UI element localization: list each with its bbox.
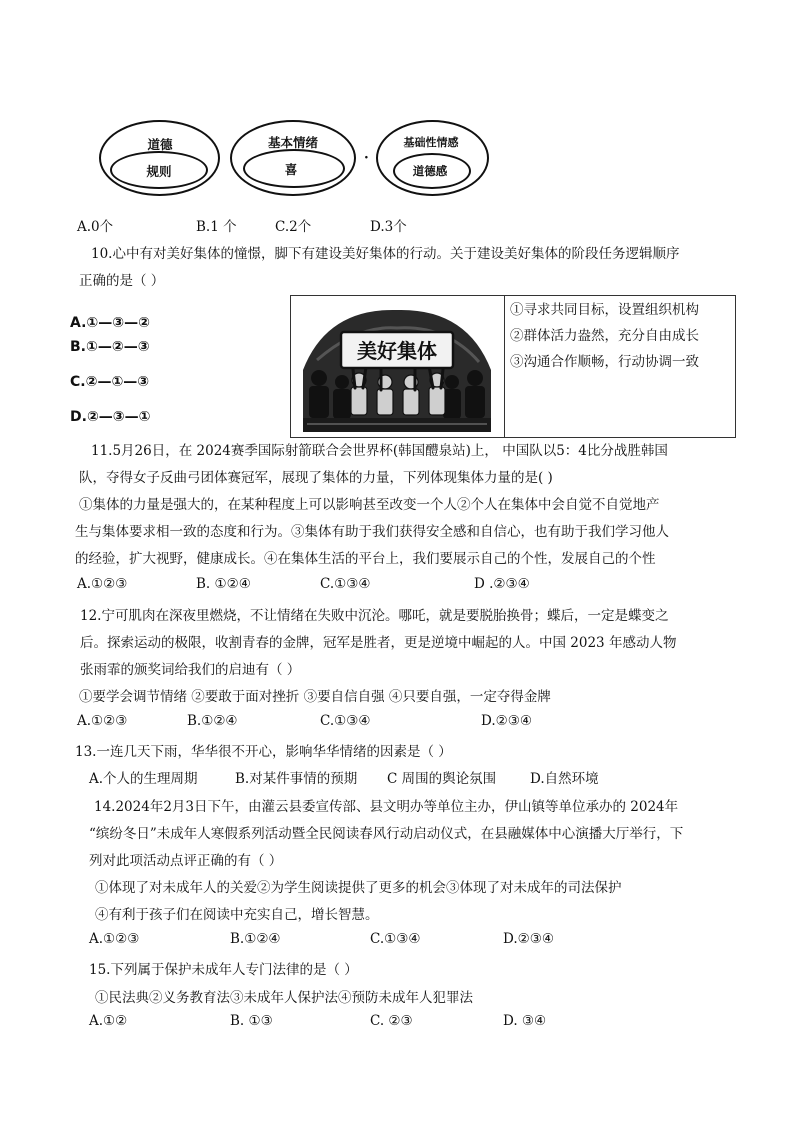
sign-text: 美好集体 — [357, 339, 437, 363]
q15-option-d: D. ③④ — [503, 1013, 547, 1029]
q9-option-d: D.3个 — [370, 219, 407, 235]
q9-option-b: B.1 个 — [196, 219, 237, 235]
diagram-inner-label: 规则 — [146, 164, 172, 179]
q14-statement-line2: ④有利于孩子们在阅读中充实自己，增长智慧。 — [95, 907, 379, 923]
q10-option-a: A.①—③—② — [70, 315, 150, 331]
q10-option-b: B.①—②—③ — [70, 339, 150, 355]
q11-option-a: A.①②③ — [77, 576, 128, 592]
q15-stem: 15.下列属于保护未成年人专门法律的是（ ） — [89, 962, 358, 978]
q10-stem-line1: 10.心中有对美好集体的憧憬，脚下有建设美好集体的行动。关于建设美好集体的阶段任务逻辑顺序 — [91, 246, 680, 262]
q11-stem-line1: 11.5月26日，在 2024赛季国际射箭联合会世界杯(韩国醴泉站)上， 中国队以5：4比分战胜韩国 — [91, 443, 668, 459]
q10-statement-1: ①寻求共同目标，设置组织机构 — [510, 302, 699, 318]
q12-stem-line2: 后。探索运动的极限，收割青春的金牌，冠军是胜者，更是逆境中崛起的人。中国 2023 年感动人物 — [80, 635, 677, 651]
q13-option-d: D.自然环境 — [530, 771, 599, 787]
diagram-outer-label: 道德 — [147, 137, 173, 152]
q11-option-c: C.①③④ — [320, 576, 371, 592]
q14-option-a: A.①②③ — [89, 931, 140, 947]
q15-statements: ①民法典②义务教育法③未成年人保护法④预防未成年人犯罪法 — [95, 990, 473, 1006]
q10-option-c: C.②—①—③ — [70, 374, 150, 390]
q15-option-b: B. ①③ — [230, 1013, 273, 1029]
q14-option-c: C.①③④ — [370, 931, 421, 947]
q14-statement-line1: ①体现了对未成年人的关爱②为学生阅读提供了更多的机会③体现了对未成年的司法保护 — [95, 880, 622, 896]
q12-statements: ①要学会调节情绪 ②要敢于面对挫折 ③要自信自强 ④只要自强，一定夺得金牌 — [79, 689, 551, 705]
q10-info-table — [290, 295, 736, 438]
q10-option-d: D.②—③—① — [70, 409, 151, 425]
q13-stem: 13.一连几天下雨，华华很不开心，影响华华情绪的因素是（ ） — [75, 744, 452, 760]
q14-stem-line3: 列对此项活动点评正确的有（ ） — [89, 853, 283, 869]
q13-option-a: A.个人的生理周期 — [89, 771, 198, 787]
q10-statement-3: ③沟通合作顺畅，行动协调一致 — [510, 354, 699, 370]
q14-stem-line1: 14.2024年2月3日下午，由灌云县委宣传部、县文明办等单位主办，伊山镇等单位承办的 2024年 — [94, 799, 679, 815]
q11-statement-line2: 生与集体要求相一致的态度和行为。③集体有助于我们获得安全感和自信心，也有助于我们学习他人 — [75, 524, 669, 540]
q11-statement-line3: 的经验，扩大视野，健康成长。④在集体生活的平台上，我们要展示自己的个性，发展自己的个性 — [75, 551, 656, 567]
q14-option-d: D.②③④ — [503, 931, 554, 947]
q14-option-b: B.①②④ — [230, 931, 281, 947]
collective-illustration — [297, 300, 497, 432]
diagram-separator: · — [364, 150, 369, 166]
q11-option-b: B. ①②④ — [196, 576, 251, 592]
q12-stem-line3: 张雨霏的颁奖词给我们的启迪有（ ） — [80, 662, 301, 678]
q10-statement-2: ②群体活力盎然，充分自由成长 — [510, 328, 699, 344]
q15-option-a: A.①② — [89, 1013, 128, 1029]
table-divider — [504, 296, 505, 437]
q11-stem-line2: 队，夺得女子反曲弓团体赛冠军，展现了集体的力量，下列体现集体力量的是( ) — [79, 470, 553, 486]
diagram-inner-label: 道德感 — [412, 164, 448, 178]
q11-option-d: D .②③④ — [474, 576, 530, 592]
diagram-outer-label: 基本情绪 — [267, 135, 318, 150]
q10-stem-line2: 正确的是（ ） — [79, 273, 165, 289]
q12-option-c: C.①③④ — [320, 713, 371, 729]
diagram-outer-label: 基础性情感 — [403, 136, 459, 149]
q13-option-b: B.对某件事情的预期 — [235, 771, 358, 787]
q9-option-c: C.2个 — [275, 219, 312, 235]
q15-option-c: C. ②③ — [370, 1013, 413, 1029]
q11-statement-line1: ①集体的力量是强大的，在某种程度上可以影响甚至改变一个人②个人在集体中会自觉不自觉地产 — [79, 497, 660, 513]
q12-stem-line1: 12.宁可肌肉在深夜里燃烧，不让情绪在失败中沉沦。哪吒，就是要脱胎换骨；蝶后，一定是蝶变之 — [80, 608, 669, 624]
q12-option-d: D.②③④ — [481, 713, 532, 729]
q9-option-a: A.0个 — [77, 219, 114, 235]
q12-option-a: A.①②③ — [77, 713, 128, 729]
q13-option-c: C 周围的舆论氛围 — [387, 771, 497, 787]
diagram-inner-label: 喜 — [284, 162, 298, 177]
q12-option-b: B.①②④ — [187, 713, 238, 729]
q14-stem-line2: “缤纷冬日”未成年人寒假系列活动暨全民阅读春风行动启动仪式，在县融媒体中心演播大厅举行，下 — [89, 826, 684, 842]
